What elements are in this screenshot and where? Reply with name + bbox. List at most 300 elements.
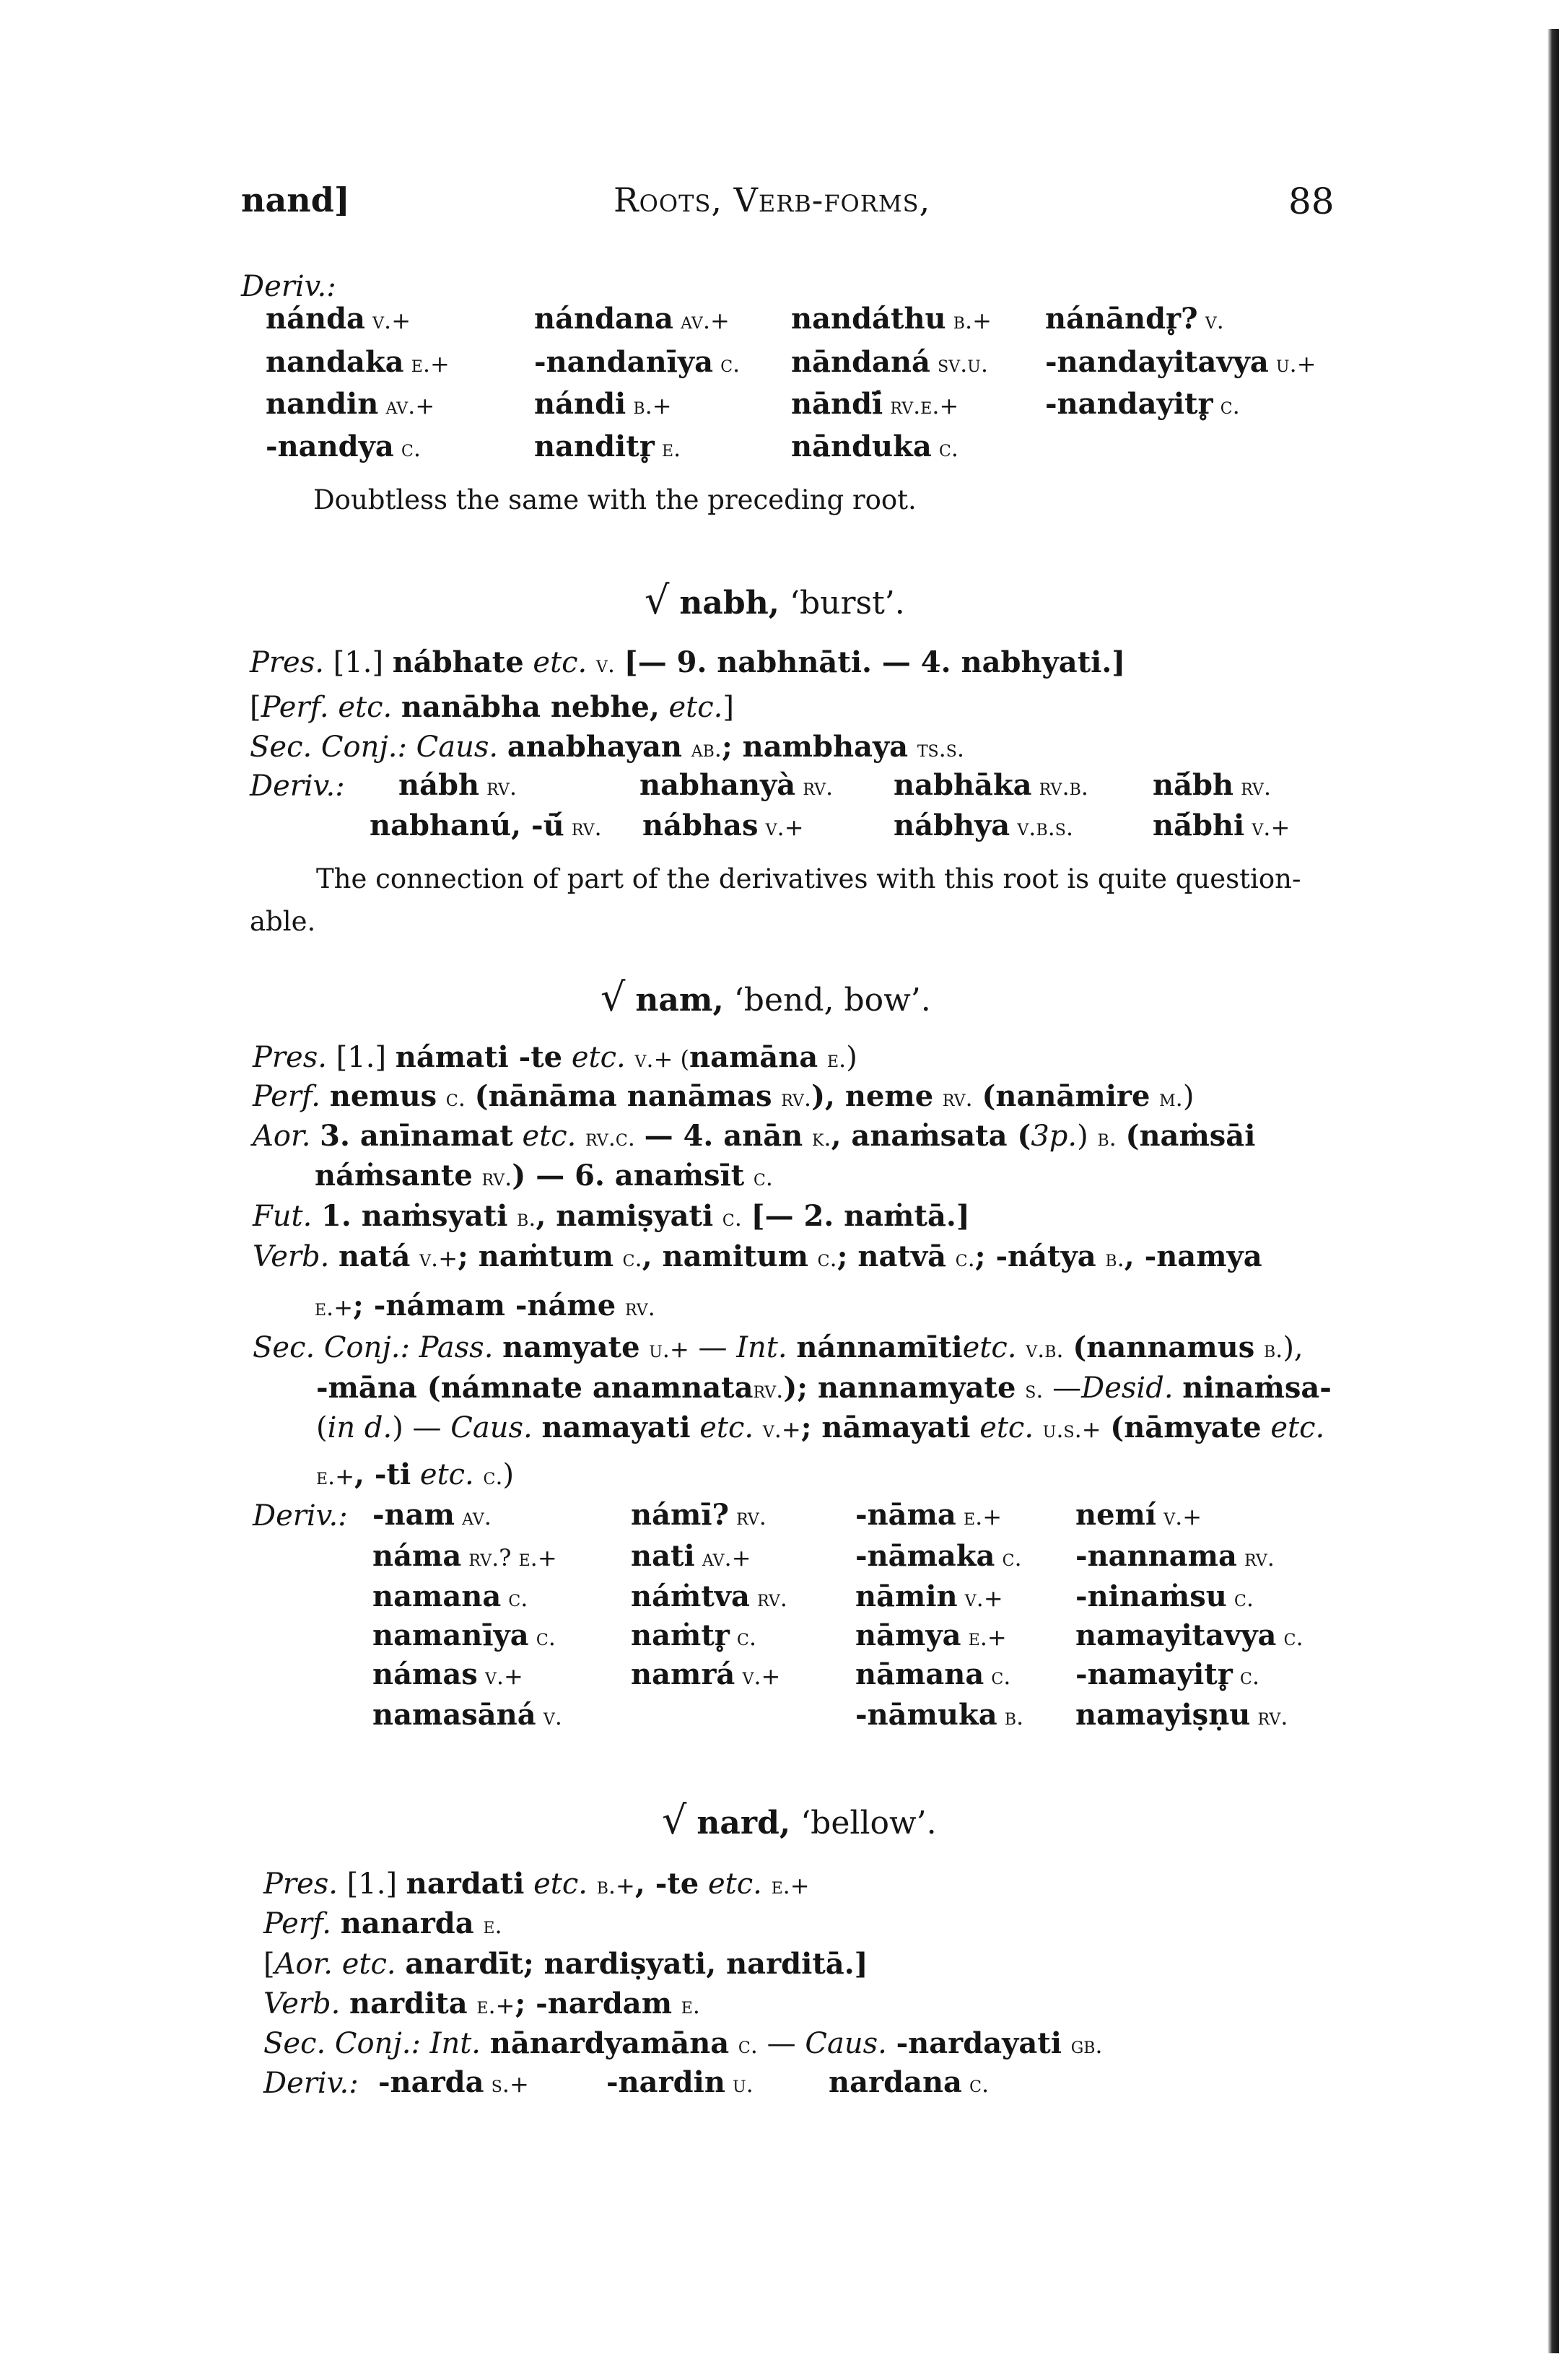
deriv-word: namayiṣṇu (1075, 1698, 1251, 1732)
deriv-source: c. (1276, 1623, 1303, 1651)
deriv-word: nándana (534, 302, 673, 336)
verb-form: , -namya (1124, 1239, 1262, 1273)
paren: ) (1077, 1120, 1088, 1153)
form-label: Aor. (253, 1120, 311, 1153)
deriv-entry (398, 768, 517, 802)
nabh-perfect (250, 689, 734, 725)
deriv-source: u. (725, 2070, 754, 2098)
person-note: 3p. (1031, 1120, 1078, 1153)
deriv-word: nánda (266, 302, 365, 336)
nard-deriv-label: Deriv.: (263, 2067, 359, 2100)
deriv-word: námas (372, 1657, 478, 1691)
form-label: Perf. (253, 1080, 321, 1113)
verb-form: náṁsante (315, 1159, 473, 1193)
nam-deriv-label: Deriv.: (253, 1499, 348, 1533)
deriv-word: nemí (1075, 1498, 1157, 1532)
deriv-entry (829, 2065, 989, 2099)
class-number: [1.] (333, 646, 384, 679)
verb-form: ; natvā (837, 1239, 947, 1273)
class-number: [1.] (346, 1867, 398, 1901)
deriv-entry (534, 387, 672, 421)
deriv-entry (606, 2065, 754, 2099)
root-heading-nam (601, 975, 931, 1020)
deriv-word: naṁtr̥ (631, 1618, 730, 1652)
source-abbrev: v. (595, 650, 616, 678)
verb-form: natá (339, 1239, 411, 1273)
deriv-source: av. (454, 1503, 492, 1530)
nard-perfect (263, 1906, 502, 1943)
source-abbrev: b.+ (596, 1872, 635, 1899)
deriv-entry (370, 808, 602, 842)
root-name: nabh, (679, 585, 780, 622)
paren: ), (1283, 1331, 1303, 1364)
deriv-entry (372, 1579, 528, 1613)
verb-form: — 4. anān (644, 1119, 803, 1153)
deriv-source: c. (995, 1544, 1022, 1572)
deriv-word: -nandayitavya (1045, 345, 1269, 379)
paren: ) — (392, 1411, 442, 1444)
deriv-word: namasāná (372, 1698, 536, 1732)
etc: etc. (522, 1120, 577, 1153)
deriv-word: namrá (631, 1657, 735, 1691)
bracket: [ (250, 691, 261, 724)
deriv-source: rv. (479, 773, 518, 801)
deriv-entry (631, 1539, 751, 1573)
root-gloss: ‘bellow’. (800, 1805, 937, 1841)
deriv-word: nānduka (791, 430, 932, 463)
form-label: Caus. (805, 2027, 887, 2060)
nabh-present (250, 645, 1125, 682)
deriv-entry (639, 768, 833, 802)
verb-form: (nannamus (1073, 1330, 1255, 1364)
running-head-title: Roots, Verb-forms, (613, 180, 931, 219)
deriv-word: náṁtva (631, 1579, 750, 1613)
verb-form: -nardayati (896, 2026, 1062, 2060)
nam-perfect (253, 1078, 1194, 1116)
form-label: Pres. (250, 646, 324, 679)
verb-form: ), neme (811, 1079, 934, 1113)
deriv-source: v.+ (1156, 1503, 1202, 1530)
deriv-word: nandaka (266, 345, 404, 379)
deriv-source: v.b.s. (1010, 814, 1074, 841)
deriv-source: e.+ (956, 1503, 1003, 1530)
deriv-word: nā́bh (1153, 768, 1234, 802)
root-gloss: ‘burst’. (790, 585, 905, 622)
form-label: Desid. (1081, 1372, 1174, 1405)
deriv-entry (266, 430, 421, 463)
deriv-entry (855, 1657, 1010, 1691)
source-abbrev: v.+ (762, 1416, 801, 1443)
deriv-source: av.+ (673, 307, 730, 334)
deriv-source: v.+ (758, 814, 804, 841)
source-abbrev: b. (1097, 1124, 1117, 1151)
deriv-entry (631, 1579, 787, 1613)
deriv-source: rv. (749, 1585, 787, 1612)
radical-sign: √ (662, 1797, 687, 1843)
deriv-word: nandin (266, 387, 379, 421)
deriv-source: rv. (728, 1503, 767, 1530)
nam-present (253, 1039, 857, 1077)
source-abbrev: rv. (481, 1164, 512, 1191)
verb-form: ; -námam -náme (353, 1289, 616, 1322)
deriv-word: nāndī́ (791, 387, 883, 421)
verb-form: ; nambhaya (721, 730, 909, 764)
root-name: nam, (635, 982, 724, 1019)
nard-secondary (263, 2026, 1103, 2063)
deriv-word: -nandya (266, 430, 394, 463)
deriv-source: v.+ (364, 307, 411, 334)
deriv-source: rv. (564, 814, 602, 841)
source-abbrev: k. (811, 1124, 831, 1151)
scan-edge-shadow (1547, 29, 1559, 2353)
source-abbrev: b. (1263, 1335, 1283, 1363)
deriv-source: v.+ (957, 1585, 1003, 1612)
form-label: Sec. Conj.: (263, 2027, 421, 2060)
verb-form: [— 9. nabhnāti. — 4. nabhyati.] (624, 645, 1126, 679)
source-abbrev: e. (681, 1992, 700, 2019)
deriv-word: nā́bhi (1153, 808, 1245, 842)
deriv-word: namanīya (372, 1618, 529, 1652)
etc: etc. (699, 1411, 754, 1444)
verb-form: namyate (502, 1330, 640, 1364)
verb-form: nánnamīti (796, 1330, 963, 1364)
verb-form: ) — 6. anaṁsīt (512, 1159, 745, 1193)
deriv-entry (1075, 1618, 1303, 1652)
nam-aorist (253, 1118, 1255, 1156)
deriv-entry (631, 1657, 780, 1691)
deriv-word: -nam (372, 1498, 455, 1532)
deriv-word: -namayitr̥ (1075, 1657, 1233, 1691)
dash: — (767, 2027, 796, 2060)
running-head-left: nand] (241, 180, 350, 219)
verb-form: anabhayan (507, 730, 682, 764)
form-label: Fut. (253, 1200, 313, 1233)
deriv-entry (372, 1698, 562, 1732)
radical-sign: √ (645, 577, 670, 623)
form-note: in d. (327, 1411, 393, 1444)
source-abbrev: b. (1105, 1245, 1125, 1272)
deriv-entry (372, 1498, 492, 1532)
form-label: Perf. etc. (261, 691, 393, 724)
deriv-entry (372, 1539, 557, 1573)
verb-form: ; naṁtum (458, 1239, 613, 1273)
source-abbrev: c. (445, 1084, 466, 1112)
source-abbrev: v.+ (419, 1245, 458, 1272)
deriv-word: -nardin (606, 2065, 725, 2099)
deriv-entry (266, 302, 411, 336)
bracket: [ (263, 1948, 275, 1981)
verb-form: ninaṁsa- (1182, 1371, 1332, 1405)
source-abbrev: s. (1025, 1376, 1044, 1403)
deriv-source: rv.e.+ (883, 392, 959, 419)
deriv-source: v.+ (1244, 814, 1291, 841)
source-abbrev: gb. (1070, 2031, 1103, 2059)
nabh-deriv-label: Deriv.: (250, 770, 345, 803)
deriv-entry (1075, 1579, 1254, 1613)
deriv-entry (855, 1579, 1003, 1613)
deriv-entry (378, 2065, 529, 2099)
deriv-source: u.+ (1268, 350, 1316, 378)
nam-verbal (253, 1239, 1262, 1276)
deriv-entry (1075, 1698, 1288, 1732)
nard-verbal (263, 1986, 700, 2023)
verb-form: ; -nátya (974, 1239, 1096, 1273)
deriv-entry (372, 1618, 556, 1652)
form-label: Aor. etc. (274, 1948, 396, 1981)
source-abbrev: u.+ (649, 1335, 689, 1363)
deriv-entry (1045, 345, 1316, 379)
deriv-word: nandáthu (791, 302, 946, 336)
deriv-source: rv. (1250, 1703, 1288, 1730)
source-abbrev: e.+ (476, 1992, 515, 2019)
deriv-source: c. (501, 1585, 528, 1612)
etc: etc. (533, 1867, 588, 1901)
deriv-source: rv.? e.+ (461, 1544, 557, 1572)
deriv-entry (534, 345, 740, 379)
deriv-source: c. (931, 435, 958, 462)
deriv-word: nāmya (855, 1618, 961, 1652)
etc: etc. (571, 1041, 626, 1074)
deriv-entry (1153, 768, 1271, 802)
nam-future (253, 1198, 970, 1236)
etc: etc. (979, 1411, 1034, 1444)
source-abbrev: c. (722, 1204, 742, 1232)
etc: etc. (962, 1331, 1017, 1364)
source-abbrev: c. (753, 1164, 773, 1191)
deriv-source: b. (997, 1703, 1024, 1730)
deriv-source: s.+ (484, 2070, 529, 2098)
verb-form: ; -nardam (515, 1987, 673, 2021)
etc: etc. (1270, 1411, 1325, 1444)
deriv-source: c. (729, 1623, 757, 1651)
source-abbrev: c. (955, 1245, 975, 1272)
deriv-source: av.+ (694, 1544, 751, 1572)
page-number: 88 (1288, 180, 1335, 222)
deriv-word: -nannama (1075, 1539, 1237, 1573)
source-abbrev: v.+ ( (634, 1045, 689, 1073)
source-abbrev: c. (622, 1245, 642, 1272)
nam-secondary-cont2 (316, 1410, 1324, 1447)
source-abbrev: e. (826, 1045, 847, 1073)
verb-form: (naṁsāi (1125, 1119, 1256, 1153)
source-abbrev: e. (483, 1912, 502, 1939)
verb-form: namayati (541, 1411, 691, 1444)
deriv-source: c. (984, 1662, 1011, 1690)
deriv-word: namana (372, 1579, 502, 1613)
deriv-source: e. (654, 435, 681, 462)
source-abbrev: rv. (624, 1294, 655, 1321)
verb-form: (nanāmire (982, 1079, 1150, 1113)
verb-form: , namiṣyati (536, 1199, 714, 1233)
deriv-word: -nandanīya (534, 345, 714, 379)
deriv-entry (855, 1618, 1007, 1652)
verb-form: anardīt; nardiṣyati, narditā.] (405, 1947, 868, 1981)
source-abbrev: b. (517, 1204, 536, 1232)
deriv-entry (1045, 302, 1224, 336)
verb-form: nardita (349, 1987, 468, 2021)
deriv-entry (631, 1618, 756, 1652)
deriv-entry (534, 302, 730, 336)
verb-form: (nānāma nanāmas (474, 1079, 772, 1113)
form-label: Sec. Conj.: (253, 1331, 410, 1364)
form-label: Int. (736, 1331, 787, 1364)
deriv-entry (855, 1539, 1022, 1573)
etc: etc. (707, 1867, 762, 1901)
deriv-entry (1075, 1498, 1202, 1532)
verb-form: 3. anīnamat (320, 1119, 513, 1153)
deriv-source: v. (1197, 307, 1224, 334)
deriv-entry (266, 387, 434, 421)
source-abbrev: u.s.+ (1042, 1416, 1101, 1443)
source-abbrev: rv.c. (585, 1124, 635, 1151)
deriv-source: rv.b. (1031, 773, 1088, 801)
nard-present (263, 1866, 810, 1904)
form-label: Verb. (263, 1987, 341, 2021)
deriv-word: náma (372, 1539, 462, 1573)
nard-aorist (263, 1946, 868, 1982)
form-label: Pres. (253, 1041, 327, 1074)
deriv-source: c. (1232, 1662, 1260, 1690)
deriv-entry (894, 768, 1088, 802)
deriv-source: c. (528, 1623, 556, 1651)
deriv-word: nardana (829, 2065, 962, 2099)
source-abbrev: ts.s. (917, 735, 964, 762)
deriv-word: nabhanú, -ū́ (370, 808, 564, 842)
source-abbrev: e.+ (771, 1872, 810, 1899)
source-abbrev: ab. (691, 735, 722, 762)
form-label: Caus. (416, 731, 499, 764)
form-label: Verb. (253, 1240, 330, 1273)
deriv-word: nāmin (855, 1579, 958, 1613)
deriv-source: sv.u. (930, 350, 988, 378)
verb-form: -māna (námnate anamnata (316, 1371, 754, 1405)
source-abbrev: rv. (942, 1084, 973, 1112)
source-abbrev: v.b. (1026, 1335, 1064, 1363)
deriv-word: nábh (398, 768, 480, 802)
paren: ) (502, 1458, 515, 1491)
paren: ( (316, 1411, 328, 1444)
verb-form: ); nannamyate (783, 1371, 1016, 1405)
deriv-word: -nāma (855, 1498, 956, 1532)
nabh-secondary (250, 729, 964, 767)
nam-aorist-cont (315, 1158, 773, 1195)
etc: etc. (419, 1458, 474, 1491)
form-label: Perf. (263, 1907, 332, 1940)
nam-secondary-cont1 (316, 1370, 1332, 1408)
deriv-word: nábhya (894, 808, 1010, 842)
source-abbrev: rv. (781, 1084, 812, 1112)
verb-form: (nāmyate (1110, 1411, 1262, 1444)
form-label: Caus. (450, 1411, 533, 1444)
deriv-source: c. (1226, 1585, 1254, 1612)
deriv-entry (642, 808, 804, 842)
source-abbrev: e.+ (315, 1294, 354, 1321)
nabh-note-line2: able. (250, 906, 316, 937)
nand-deriv-label: Deriv.: (241, 270, 336, 303)
deriv-word: nanditr̥ (534, 430, 655, 463)
verb-form: namāna (689, 1040, 818, 1074)
source-abbrev: e.+ (316, 1463, 355, 1490)
root-heading-nabh (645, 577, 905, 623)
deriv-word: -nāmaka (855, 1539, 995, 1573)
deriv-source: c. (961, 2070, 990, 2098)
deriv-entry (791, 430, 958, 463)
verb-form: nanābha nebhe, (401, 690, 660, 724)
root-name: nard, (696, 1805, 791, 1841)
source-abbrev: c. (738, 2031, 758, 2059)
deriv-word: nábhas (642, 808, 759, 842)
deriv-source: rv. (1236, 1544, 1275, 1572)
deriv-source: e.+ (961, 1623, 1007, 1651)
bracket: ] (722, 691, 734, 724)
deriv-entry (894, 808, 1073, 842)
verb-form: námati -te (395, 1040, 563, 1074)
paren: ) (846, 1041, 857, 1074)
deriv-entry (1075, 1657, 1259, 1691)
deriv-source: v. (536, 1703, 562, 1730)
source-abbrev: rv. (753, 1376, 784, 1403)
verb-form: , anaṁsata ( (831, 1119, 1031, 1153)
deriv-entry (266, 345, 450, 379)
source-abbrev: c. (817, 1245, 837, 1272)
deriv-entry (1075, 1539, 1275, 1573)
deriv-source: av.+ (378, 392, 435, 419)
deriv-word: nati (631, 1539, 695, 1573)
etc: etc. (533, 646, 588, 679)
deriv-word: -nandayitr̥ (1045, 387, 1213, 421)
deriv-entry (855, 1498, 1002, 1532)
deriv-source: v.+ (477, 1662, 523, 1690)
nam-verbal-cont (315, 1288, 655, 1325)
verb-form: ; nāmayati (800, 1411, 971, 1444)
verb-form: , -te (634, 1867, 699, 1901)
deriv-word: -nāmuka (855, 1698, 997, 1732)
root-heading-nard (662, 1797, 937, 1843)
deriv-entry (1045, 387, 1240, 421)
verb-form: nardati (406, 1867, 525, 1901)
root-gloss: ‘bend, bow’. (733, 982, 931, 1019)
verb-form: nānardyamāna (489, 2026, 730, 2060)
deriv-entry (372, 1657, 523, 1691)
deriv-entry (791, 387, 958, 421)
class-number: [1.] (336, 1041, 387, 1074)
nand-note: Doubtless the same with the preceding root. (313, 484, 917, 515)
source-abbrev: m. (1159, 1084, 1183, 1112)
deriv-word: -narda (378, 2065, 484, 2099)
deriv-source: rv. (795, 773, 834, 801)
verb-form: [— 2. naṁtā.] (751, 1199, 970, 1233)
verb-form: nábhate (392, 645, 524, 679)
deriv-entry (1153, 808, 1290, 842)
deriv-entry (791, 345, 988, 379)
deriv-word: nabhanyà (639, 768, 796, 802)
deriv-word: nāndaná (791, 345, 930, 379)
dash: — (1052, 1372, 1082, 1405)
deriv-entry (791, 302, 992, 336)
paren: ) (1182, 1080, 1195, 1113)
deriv-source: c. (713, 350, 741, 378)
deriv-source: c. (393, 435, 421, 462)
deriv-source: rv. (1233, 773, 1272, 801)
nam-secondary-cont3 (316, 1457, 514, 1494)
dash: — (698, 1331, 728, 1364)
deriv-source: e.+ (403, 350, 450, 378)
deriv-word: nabhāka (894, 768, 1032, 802)
nam-secondary (253, 1330, 1303, 1367)
radical-sign: √ (601, 975, 626, 1020)
etc: etc. (668, 691, 723, 724)
deriv-word: -ninaṁsu (1075, 1579, 1227, 1613)
